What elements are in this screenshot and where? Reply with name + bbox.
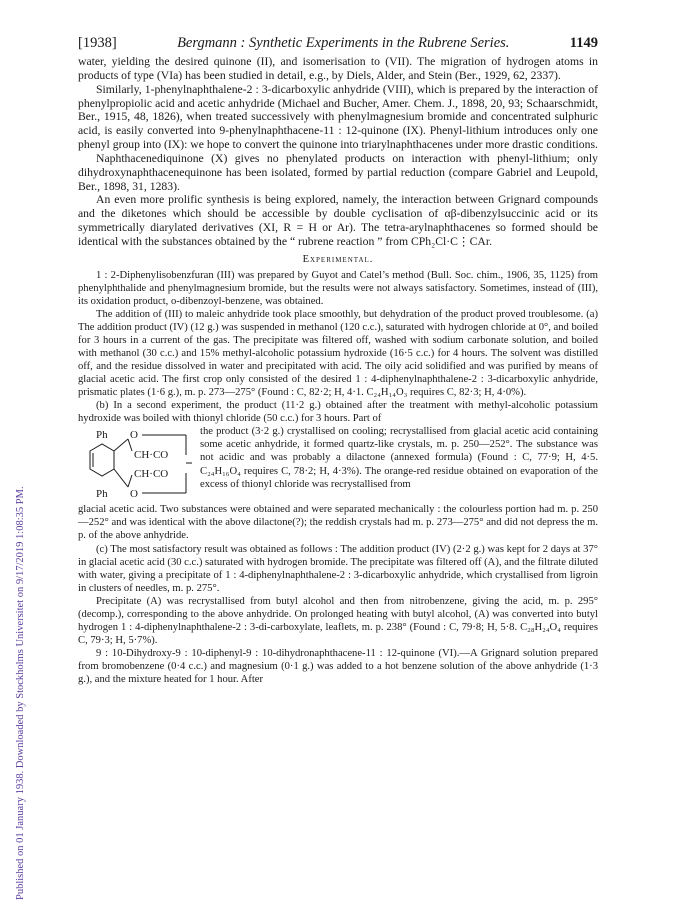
formula-chco-bottom: CH·CO xyxy=(134,468,169,481)
paragraph: An even more prolific synthesis is being explored, namely, the interaction between Grignard compounds and the diketones which should be accessible by double cyclisation of αβ-dibenzylsuccinic acid or its symmetrically diarylated derivatives (XI, R = H or Ar). The tetra-arylnaphthacenes so formed should be identical with the substances obtained by the “ rubrene reaction ” from CPh₂Cl·C⋮CAr. xyxy=(78,193,598,248)
paragraph: glacial acetic acid. Two substances were obtained and were separated mechanically : the colourless portion had m. p. 250—252° and was identical with the above dilactone(?); the reddish crystals had m. p. 273—275° and did not depress the m. p. of the above anhydride. xyxy=(78,504,598,542)
journal-page xyxy=(78,34,598,686)
page-number: 1149 xyxy=(569,35,598,51)
running-header xyxy=(78,34,598,52)
paragraph: 1 : 2-Diphenylisobenzfuran (III) was prepared by Guyot and Catel’s method (Bull. Soc. chim., 1906, 35, 1125) from phenylphthalide and phenylmagnesium bromide, but the results were not always satisfactory. Sometimes, instead of (III), its oxidation product, o-dibenzoyl-benzene, was obtained. xyxy=(78,269,598,307)
experimental-text xyxy=(78,269,598,686)
formula-o-top: O xyxy=(130,429,138,442)
formula-ph-top: Ph xyxy=(96,429,108,442)
paragraph: Precipitate (A) was recrystallised from butyl alcohol and then from nitrobenzene, giving the acid, m. p. 295° (decomp.), corresponding to the above anhydride. On prolonged heating with butyl alcohol, (A) was converted into butyl hydrogen 1 : 4-diphenylnaphthalene-2 : 3-di-carboxylate, leaflets, m. p. 238° (Found : C, 79·8; H, 5·8. C₂₈H₂₄O₄ requires C, 79·3; H, 5·7%). xyxy=(78,595,598,646)
paragraph: the product (3·2 g.) crystallised on cooling; recrystallised from glacial acetic acid containing some acetic anhydride, it formed quartz-like crystals, m. p. 250—252°. The substance was not acidic and was probably a dilactone (annexed formula) (Found : C, 77·9; H, 4·5. C₂₄H₁₆O₄ requires C, 78·2; H, 4·3%). The orange-red residue obtained on evaporation of the excess of thionyl chloride was recrystallised from xyxy=(200,426,598,490)
paragraph: 9 : 10-Dihydroxy-9 : 10-diphenyl-9 : 10-dihydronaphthacene-11 : 12-quinone (VI).—A Grignard solution prepared from bromobenzene (0·4 c.c.) and magnesium (0·1 g.) was added to a hot benzene solution of the above anhydride (1·3 g.), and the mixture heated for 1 hour. After xyxy=(78,647,598,685)
paragraph: (b) In a second experiment, the product (11·2 g.) obtained after the treatment with methyl-alcoholic potassium hydroxide was boiled with thionyl chloride (50 c.c.) for 3 hours. Part of xyxy=(78,400,598,425)
formula-chco-top: CH·CO xyxy=(134,449,169,462)
paragraph: (c) The most satisfactory result was obtained as follows : The addition product (IV) (2·2 g.) was kept for 2 days at 37° in glacial acetic acid (30 c.c.) saturated with hydrogen bromide. The precipitate was filtered off (A), and the filtrate diluted with water, giving a precipitate of 1 : 4-diphenylnaphthalene-2 : 3-dicarboxylic anhydride, which crystallised from ligroin in clusters of needles, m. p. 275°. xyxy=(78,543,598,594)
header-title: Bergmann : Synthetic Experiments in the Rubrene Series. xyxy=(177,35,510,51)
download-watermark xyxy=(3,140,26,910)
figure-side-text xyxy=(200,425,598,503)
figure-block xyxy=(78,425,598,503)
paragraph: water, yielding the desired quinone (II), and isomerisation to (VII). The migration of hydrogen atoms in products of type (VIa) has been studied in detail, e.g., by Diels, Alder, and Stein (Ber., 1929, 62, 2337). xyxy=(78,55,598,82)
intro-text xyxy=(78,55,598,249)
paragraph: Naphthacenediquinone (X) gives no phenylated products on interaction with phenyl-lithium; only dihydroxynaphthacenequinone has been isolated, formed by partial reduction (compare Gabriel and Leupold, Ber., 1898, 31, 1283). xyxy=(78,151,598,193)
formula-o-bottom: O xyxy=(130,488,138,501)
dilactone-formula xyxy=(78,425,200,503)
formula-ph-bottom: Ph xyxy=(96,488,108,501)
paragraph: Similarly, 1-phenylnaphthalene-2 : 3-dicarboxylic anhydride (VIII), which is prepared by the interaction of phenylpropiolic acid and acetic anhydride (Michael and Bucher, Amer. Chem. J., 1898, 20, 93; Schaarschmidt, Ber., 1915, 48, 1826), when treated successively with phenylmagnesium bromide and concentrated sulphuric acid, is easily converted into 9-phenylnaphthacene-11 : 12-quinone (IX). Phenyl-lithium introduces only one phenyl group into (IX): we hope to convert the quinone into triarylnaphthacenes under more drastic conditions. xyxy=(78,82,598,152)
paragraph: The addition of (III) to maleic anhydride took place smoothly, but dehydration of the product proved troublesome. (a) The addition product (IV) (12 g.) was suspended in methanol (120 c.c.), saturated with hydrogen chloride at 0°, and boiled for 3 hours in a current of the gas. The precipitate was filtered off, washed with sodium carbonate solution, and boiled with methanol (30 c.c.) and 15% methyl-alcoholic potassium hydroxide (16·5 c.c.) for 4 hours. The solvent was distilled off, and the residue dissolved in water and precipitated with acid. The oily acid solidified and was purified by means of glacial acetic acid. The first crop only consisted of the desired 1 : 4-diphenylnaphthalene-2 : 3-dicarboxylic anhydride, prismatic plates (1·6 g.), m. p. 273—275° (Found : C, 82·2; H, 4·1. C₂₄H₁₄O₃ requires C, 82·3; H, 4·0%). xyxy=(78,308,598,399)
download-note: Published on 01 January 1938. Downloaded by Stockholms Universitet on 9/17/2019 1:08:35 PM. xyxy=(15,486,26,900)
section-heading: Experimental. xyxy=(302,253,374,265)
header-year: [1938] xyxy=(78,35,117,51)
